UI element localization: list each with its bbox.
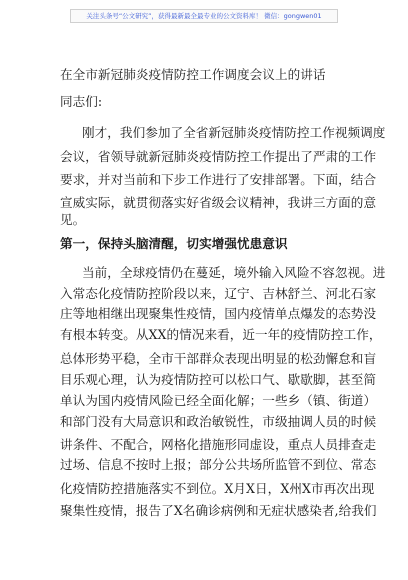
paragraph-line: 化疫情防控措施落实不到位。X月X日，X州X市再次出现 <box>60 481 375 496</box>
paragraph-line: 见。 <box>60 212 86 227</box>
paragraph-line: 和部门没有大局意识和政治敏锐性，市级抽调人员的时候 <box>60 414 377 429</box>
paragraph-line: 入常态化疫情防控阶段以来，辽宁、吉林舒兰、河北石家 <box>60 286 377 301</box>
paragraph-line: 单认为国内疫情风险已经全面化解；一些乡（镇、街道） <box>60 393 377 408</box>
paragraph-line: 宣威实际，就贯彻落实好省级会议精神，我讲三方面的意 <box>60 195 377 210</box>
paragraph-line: 过场、信息不按时上报；部分公共场所监管不到位、常态 <box>60 457 377 472</box>
document-title: 在全市新冠肺炎疫情防控工作调度会议上的讲话 <box>60 67 326 82</box>
paragraph-line: 目乐观心理，认为疫情防控可以松口气、歇歇脚，甚至简 <box>60 372 377 387</box>
paragraph-line: 庄等地相继出现聚集性疫情，国内疫情单点爆发的态势没 <box>60 306 377 321</box>
paragraph-line: 有根本转变。从XX的情况来看，近一年的疫情防控工作， <box>60 327 382 342</box>
paragraph-line: 会议，省领导就新冠肺炎疫情防控工作提出了严肃的工作 <box>60 149 377 164</box>
paragraph-line: 聚集性疫情，报告了X名确诊病例和无症状感染者,给我们 <box>60 503 377 518</box>
top-banner: 关注头条号“公文研究”，获得最新最全最专业的公文资料库！ 微信：gongwen01 <box>70 9 338 23</box>
paragraph-line: 讲条件、不配合，网格化措施形同虚设，重点人员排查走 <box>60 437 377 452</box>
section-heading: 第一，保持头脑清醒，切实增强忧患意识 <box>60 236 288 251</box>
paragraph-line: 要求，并对当前和下步工作进行了安排部署。下面，结合 <box>60 172 377 187</box>
paragraph-line: 刚才，我们参加了全省新冠肺炎疫情防控工作视频调度 <box>82 125 386 140</box>
paragraph-line: 总体形势平稳，全市干部群众表现出明显的松劲懈怠和盲 <box>60 351 377 366</box>
paragraph-line: 当前，全球疫情仍在蔓延，境外输入风险不容忽视。进 <box>82 265 386 280</box>
greeting: 同志们: <box>60 94 103 109</box>
